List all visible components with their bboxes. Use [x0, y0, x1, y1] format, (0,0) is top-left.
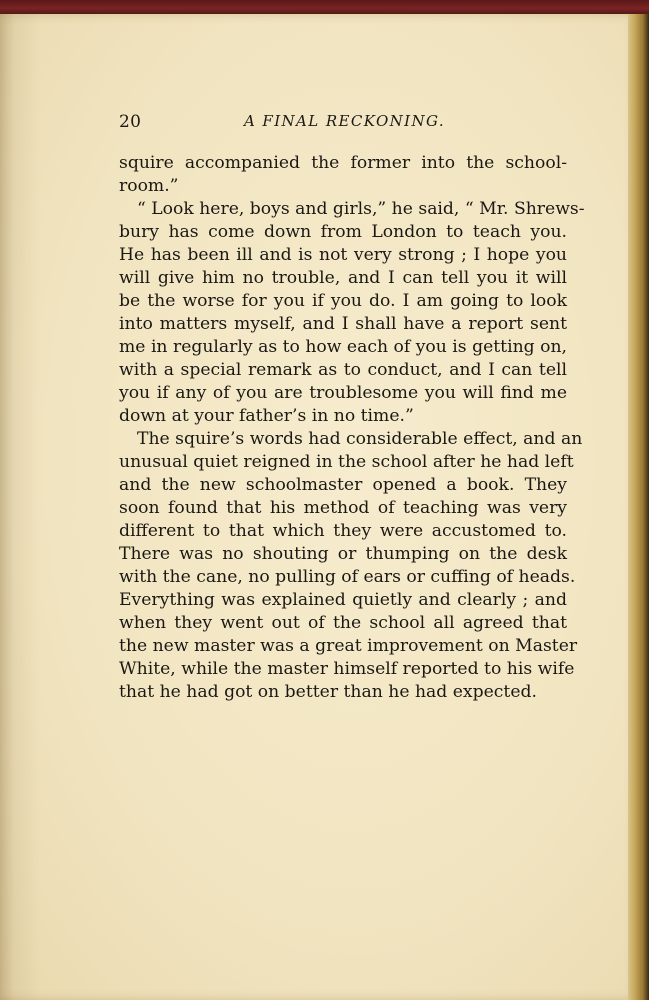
page-number: 20: [119, 112, 142, 132]
text-line: with a special remark as to conduct, and I can tell: [119, 360, 567, 380]
text-line: the new master was a great improvement on Master: [119, 636, 578, 656]
text-line: bury has come down from London to teach you.: [119, 222, 567, 242]
text-line: He has been ill and is not very strong ; I hope you: [119, 245, 567, 265]
text-line: soon found that his method of teaching was very: [119, 498, 567, 518]
text-line: down at your father’s in no time.”: [119, 406, 414, 426]
text-line: when they went out of the school all agreed that: [119, 613, 567, 633]
text-line: The squire’s words had considerable effect, and an: [137, 429, 583, 449]
text-line: unusual quiet reigned in the school after he had left: [119, 452, 574, 472]
text-line: and the new schoolmaster opened a book. They: [119, 475, 567, 495]
text-line: different to that which they were accustomed to.: [119, 521, 567, 541]
running-title: A FINAL RECKONING.: [244, 112, 446, 130]
text-line: into matters myself, and I shall have a report sent: [119, 314, 567, 334]
text-line: with the cane, no pulling of ears or cuffing of heads.: [119, 567, 576, 587]
text-line: me in regularly as to how each of you is getting on,: [119, 337, 567, 357]
text-line: squire accompanied the former into the school-: [119, 153, 567, 173]
page-header: [119, 112, 567, 136]
text-line: White, while the master himself reported to his wife: [119, 659, 575, 679]
text-line: be the worse for you if you do. I am going to look: [119, 291, 567, 311]
text-line: There was no shouting or thumping on the desk: [119, 544, 567, 564]
page-right-edge: [628, 14, 649, 1000]
text-line: that he had got on better than he had expected.: [119, 682, 537, 702]
text-line: room.”: [119, 176, 179, 196]
text-line: “ Look here, boys and girls,” he said, “ Mr. Shrews-: [137, 199, 585, 219]
text-line: Everything was explained quietly and clearly ; and: [119, 590, 567, 610]
text-line: will give him no trouble, and I can tell you it will: [119, 268, 567, 288]
text-line: you if any of you are troublesome you will find me: [119, 383, 567, 403]
body-text: [119, 152, 585, 704]
